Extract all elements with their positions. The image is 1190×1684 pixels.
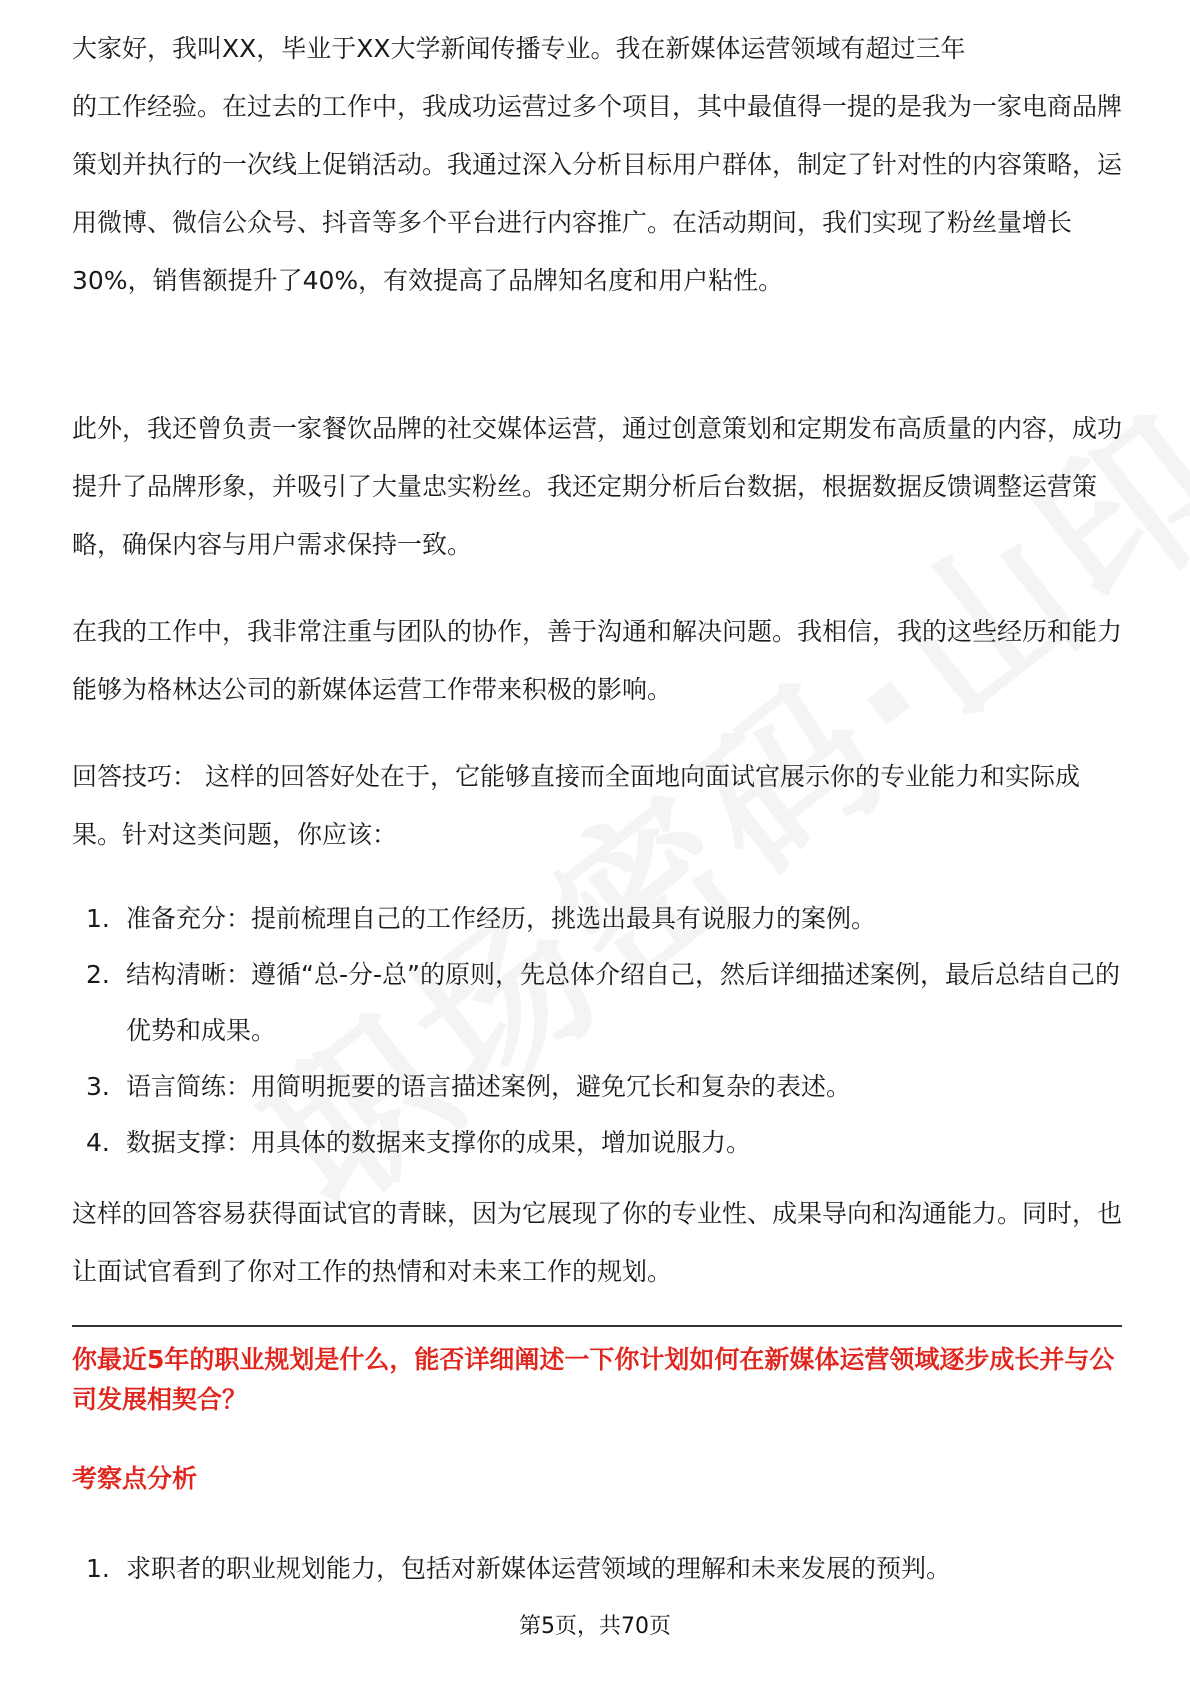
top-crop-edge (0, 0, 1190, 20)
summary-paragraph: 这样的回答容易获得面试官的青睐，因为它展现了你的专业性、成果导向和沟通能力。同时，也让面试官看到了你对工作的热情和对未来工作的规划。 (72, 1199, 1123, 1286)
intro-rest: 的工作经验。在过去的工作中，我成功运营过多个项目，其中最值得一提的是我为一家电商品牌策划并执行的一次线上促销活动。我通过深入分析目标用户群体，制定了针对性的内容策略，运用微博、微信公众号、抖音等多个平台进行内容推广。在活动期间，我们实现了粉丝量增长30%，销售额提升了40%，有效提高了品牌知名度和用户粘性。 (72, 92, 1123, 295)
list-item: 2. 结构清晰：遵循“总-分-总”的原则，先总体介绍自己，然后详细描述案例，最后总结自己的优势和成果。 (86, 960, 1120, 1045)
intro-paragraph (72, 20, 1122, 310)
interview-question: 你最近5年的职业规划是什么，能否详细阐述一下你计划如何在新媒体运营领域逐步成长并与公司发展相契合？ (72, 1345, 1115, 1414)
section-heading: 考察点分析 (72, 1464, 198, 1493)
list-item: 1. 准备充分：提前梳理自己的工作经历，挑选出最具有说服力的案例。 (86, 904, 877, 933)
list-item: 4. 数据支撑：用具体的数据来支撑你的成果，增加说服力。 (86, 1128, 752, 1157)
answer-tips-paragraph: 回答技巧： 这样的回答好处在于，它能够直接而全面地向面试官展示你的专业能力和实际成果。针对这类问题，你应该： (72, 762, 1080, 849)
list-item: 3. 语言简练：用简明扼要的语言描述案例，避免冗长和复杂的表述。 (86, 1072, 852, 1101)
experience-paragraph: 此外，我还曾负责一家餐饮品牌的社交媒体运营，通过创意策划和定期发布高质量的内容，成功提升了品牌形象，并吸引了大量忠实粉丝。我还定期分析后台数据，根据数据反馈调整运营策略，确保内容与用户需求保持一致。 (72, 414, 1123, 559)
tips-list (72, 891, 1122, 1171)
analysis-list (72, 1541, 1122, 1597)
page-number: 第5页，共70页 (519, 1614, 671, 1639)
list-item: 1. 求职者的职业规划能力，包括对新媒体运营领域的理解和未来发展的预判。 (86, 1554, 952, 1583)
section-divider (72, 1325, 1122, 1327)
teamwork-paragraph: 在我的工作中，我非常注重与团队的协作，善于沟通和解决问题。我相信，我的这些经历和能力能够为格林达公司的新媒体运营工作带来积极的影响。 (72, 617, 1123, 704)
intro-first-line: 大家好，我叫XX，毕业于XX大学新闻传播专业。我在新媒体运营领域有超过三年 (72, 34, 966, 63)
